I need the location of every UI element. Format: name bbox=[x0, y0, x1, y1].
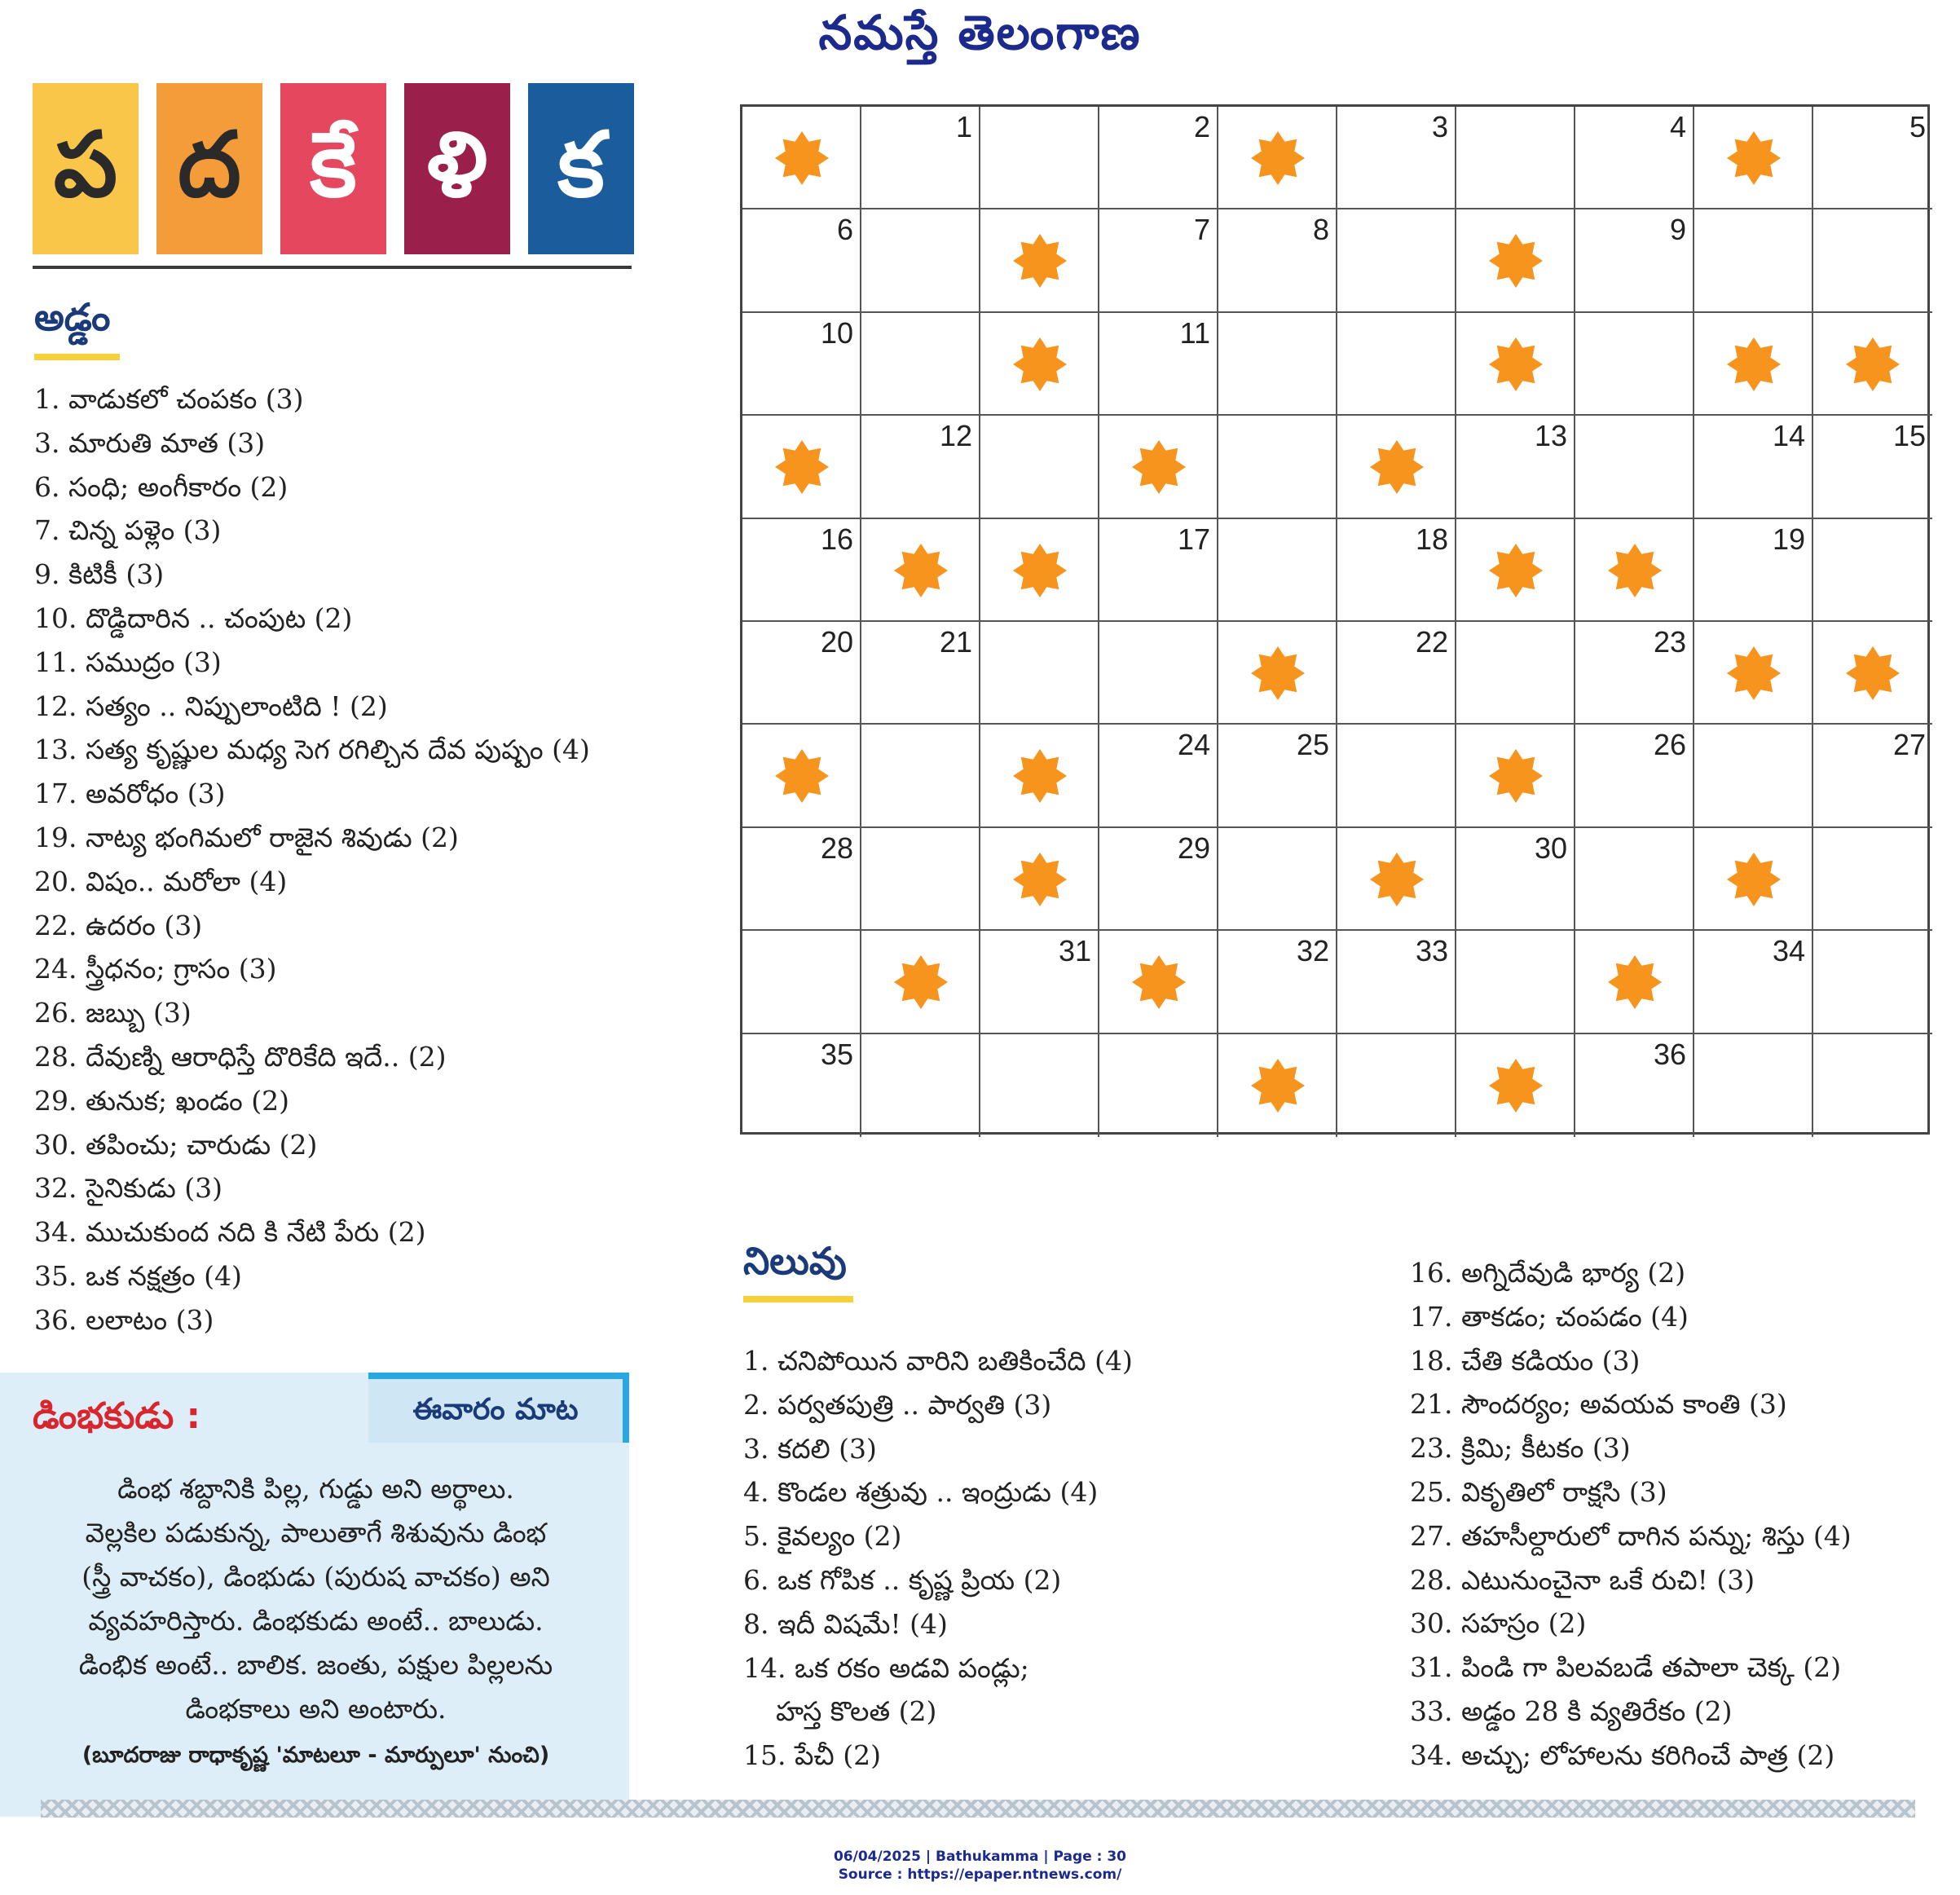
cell-number: 22 bbox=[1415, 625, 1448, 659]
grid-cell[interactable] bbox=[1218, 209, 1337, 312]
cell-number: 6 bbox=[836, 213, 853, 247]
star-icon bbox=[775, 749, 829, 803]
grid-cell[interactable] bbox=[861, 107, 980, 209]
cell-number: 8 bbox=[1312, 213, 1329, 247]
clue-item: 13. సత్య కృష్ణుల మధ్య సెగ రగిల్చిన దేవ పుష్పం (4) bbox=[34, 734, 590, 766]
blocked-cell bbox=[1218, 1034, 1337, 1137]
cell-number: 14 bbox=[1772, 419, 1805, 453]
star-icon bbox=[1370, 440, 1424, 494]
grid-cell[interactable] bbox=[1099, 1034, 1218, 1137]
cell-number: 10 bbox=[820, 315, 853, 350]
cell-number: 3 bbox=[1431, 110, 1448, 143]
grid-cell[interactable] bbox=[1694, 416, 1813, 518]
title-tile: ద bbox=[156, 83, 262, 254]
grid-cell[interactable] bbox=[1694, 519, 1813, 622]
blocked-cell bbox=[1813, 313, 1932, 416]
star-icon bbox=[1727, 337, 1781, 391]
grid-cell[interactable] bbox=[1099, 828, 1218, 931]
grid-cell[interactable] bbox=[861, 1034, 980, 1137]
star-icon bbox=[1489, 544, 1543, 597]
grid-cell[interactable] bbox=[1575, 107, 1694, 209]
clue-item: 25. వికృతిలో రాక్షసి (3) bbox=[1410, 1475, 1667, 1508]
clue-item: 32. సైనికుడు (3) bbox=[34, 1172, 223, 1205]
across-heading-underline bbox=[34, 354, 120, 360]
grid-cell[interactable] bbox=[1575, 209, 1694, 312]
grid-cell[interactable] bbox=[742, 622, 861, 725]
grid-cell[interactable] bbox=[742, 209, 861, 312]
word-body-line: డింభిక అంటే.. బాలిక. జంతు, పక్షుల పిల్లలను bbox=[78, 1649, 553, 1681]
down-clue-list-left bbox=[743, 1339, 1133, 1778]
grid-cell[interactable] bbox=[1813, 931, 1932, 1033]
word-body-line: డింభకాలు అని అంటారు. bbox=[185, 1693, 447, 1725]
cell-number: 2 bbox=[1193, 110, 1210, 143]
cell-number: 13 bbox=[1534, 419, 1567, 453]
cell-number: 19 bbox=[1772, 522, 1805, 556]
star-icon bbox=[1013, 853, 1067, 906]
grid-cell[interactable] bbox=[742, 1034, 861, 1137]
blocked-cell bbox=[1694, 622, 1813, 725]
clue-item: 10. దొడ్డిదారిన .. చంపుట (2) bbox=[34, 602, 353, 634]
star-icon bbox=[1251, 1059, 1305, 1113]
clue-item: 1. వాడుకలో చంపకం (3) bbox=[34, 383, 304, 415]
grid-cell[interactable] bbox=[980, 622, 1099, 725]
grid-cell[interactable] bbox=[861, 416, 980, 518]
star-icon bbox=[1370, 853, 1424, 906]
grid-cell[interactable] bbox=[1575, 725, 1694, 827]
blocked-cell bbox=[980, 313, 1099, 416]
clue-item: 33. అడ్డం 28 కి వ్యతిరేకం (2) bbox=[1410, 1694, 1733, 1727]
blocked-cell bbox=[1694, 313, 1813, 416]
grid-cell[interactable] bbox=[1813, 828, 1932, 931]
grid-cell[interactable] bbox=[742, 931, 861, 1033]
blocked-cell bbox=[980, 828, 1099, 931]
grid-cell[interactable] bbox=[1456, 107, 1575, 209]
star-icon bbox=[1489, 337, 1543, 391]
footer-date-line: 06/04/2025 | Bathukamma | Page : 30 bbox=[833, 1849, 1127, 1865]
clue-item: 34. అచ్చు; లోహాలను కరిగించే పాత్ర (2) bbox=[1410, 1739, 1835, 1771]
star-icon bbox=[1727, 646, 1781, 700]
grid-cell[interactable] bbox=[1337, 931, 1456, 1033]
star-icon bbox=[1251, 646, 1305, 700]
star-icon bbox=[1727, 131, 1781, 185]
clue-item: 16. అగ్నిదేవుడి భార్య (2) bbox=[1410, 1257, 1686, 1289]
title-tile: కే bbox=[280, 83, 386, 254]
blocked-cell bbox=[1694, 828, 1813, 931]
clue-item: 29. తునుక; ఖండం (2) bbox=[34, 1084, 290, 1117]
clue-item: 6. ఒక గోపిక .. కృష్ణ ప్రియ (2) bbox=[743, 1563, 1062, 1596]
cell-number: 15 bbox=[1892, 419, 1926, 453]
grid-cell[interactable] bbox=[1456, 622, 1575, 725]
clue-item: 34. ముచుకుంద నది కి నేటి పేరు (2) bbox=[34, 1216, 426, 1249]
cell-number: 30 bbox=[1534, 831, 1567, 865]
cell-number: 20 bbox=[820, 625, 853, 659]
cell-number: 33 bbox=[1415, 934, 1448, 968]
clue-item: 2. పర్వతపుత్రి .. పార్వతి (3) bbox=[743, 1388, 1052, 1421]
star-icon bbox=[1846, 337, 1900, 391]
grid-cell[interactable] bbox=[1218, 931, 1337, 1033]
star-icon bbox=[1013, 337, 1067, 391]
word-body-line: వ్యవహరిస్తారు. డింభకుడు అంటే.. బాలుడు. bbox=[88, 1605, 544, 1637]
grid-cell[interactable] bbox=[980, 1034, 1099, 1137]
grid-cell[interactable] bbox=[1337, 313, 1456, 416]
blocked-cell bbox=[1218, 622, 1337, 725]
footer-source-line: Source : https://epaper.ntnews.com/ bbox=[838, 1866, 1122, 1883]
title-tile: క bbox=[528, 83, 634, 254]
blocked-cell bbox=[980, 519, 1099, 622]
cell-number: 36 bbox=[1653, 1037, 1686, 1071]
blocked-cell bbox=[742, 416, 861, 518]
grid-cell[interactable] bbox=[1099, 313, 1218, 416]
clue-item: 23. క్రిమి; కీటకం (3) bbox=[1410, 1432, 1631, 1465]
grid-cell[interactable] bbox=[1218, 313, 1337, 416]
cell-number: 7 bbox=[1193, 213, 1210, 247]
star-icon bbox=[1608, 544, 1662, 597]
star-icon bbox=[775, 440, 829, 494]
clue-item: 8. ఇదీ విషమే! (4) bbox=[743, 1607, 948, 1640]
cell-number: 11 bbox=[1179, 315, 1210, 350]
blocked-cell bbox=[1456, 1034, 1575, 1137]
star-icon bbox=[1013, 749, 1067, 803]
blocked-cell bbox=[1456, 313, 1575, 416]
word-of-week-tab: ఈవారం మాట bbox=[368, 1373, 629, 1443]
clue-item: 31. పిండి గా పిలవబడే తపాలా చెక్క (2) bbox=[1410, 1651, 1842, 1684]
clue-item: 17. తాకడం; చంపడం (4) bbox=[1410, 1300, 1689, 1333]
grid-cell[interactable] bbox=[1813, 416, 1932, 518]
clue-item: 12. సత్యం .. నిప్పులాంటిది ! (2) bbox=[34, 690, 388, 722]
blocked-cell bbox=[1575, 519, 1694, 622]
star-icon bbox=[1608, 955, 1662, 1009]
blocked-cell bbox=[742, 725, 861, 827]
cell-number: 9 bbox=[1669, 213, 1686, 247]
grid-cell[interactable] bbox=[1099, 725, 1218, 827]
star-icon bbox=[775, 131, 829, 185]
down-heading-underline bbox=[743, 1296, 853, 1302]
blocked-cell bbox=[1218, 107, 1337, 209]
grid-cell[interactable] bbox=[980, 416, 1099, 518]
grid-cell[interactable] bbox=[1813, 725, 1932, 827]
cell-number: 35 bbox=[820, 1037, 853, 1071]
grid-cell[interactable] bbox=[861, 313, 980, 416]
title-tile: ళి bbox=[404, 83, 510, 254]
star-icon bbox=[1846, 646, 1900, 700]
grid-cell[interactable] bbox=[1456, 828, 1575, 931]
clue-item: 9. కిటికీ (3) bbox=[34, 558, 165, 591]
grid-cell[interactable] bbox=[1337, 1034, 1456, 1137]
crossword-grid[interactable] bbox=[740, 104, 1930, 1135]
blocked-cell bbox=[861, 931, 980, 1033]
blocked-cell bbox=[1099, 931, 1218, 1033]
cell-number: 29 bbox=[1177, 831, 1210, 865]
clue-item: 20. విషం.. మరోలా (4) bbox=[34, 865, 288, 897]
grid-cell[interactable] bbox=[980, 931, 1099, 1033]
word-body-line: (స్త్రీ వాచకం), డింభుడు (పురుష వాచకం) అని bbox=[81, 1561, 550, 1593]
cell-number: 5 bbox=[1909, 110, 1926, 143]
grid-cell[interactable] bbox=[742, 828, 861, 931]
grid-cell[interactable] bbox=[1099, 107, 1218, 209]
blocked-cell bbox=[861, 519, 980, 622]
grid-cell[interactable] bbox=[861, 622, 980, 725]
clue-item: 22. ఉదరం (3) bbox=[34, 909, 203, 941]
grid-cell[interactable] bbox=[980, 107, 1099, 209]
grid-cell[interactable] bbox=[1218, 828, 1337, 931]
cell-number: 21 bbox=[939, 625, 972, 659]
star-icon bbox=[1132, 955, 1186, 1009]
blocked-cell bbox=[1456, 519, 1575, 622]
grid-cell[interactable] bbox=[1813, 519, 1932, 622]
grid-cell[interactable] bbox=[861, 828, 980, 931]
clue-item: 28. ఎటునుంచైనా ఒకే రుచి! (3) bbox=[1410, 1563, 1755, 1596]
puzzle-title-tiles bbox=[33, 83, 634, 254]
cell-number: 28 bbox=[820, 831, 853, 865]
cell-number: 31 bbox=[1058, 934, 1091, 968]
grid-cell[interactable] bbox=[1575, 416, 1694, 518]
star-icon bbox=[894, 544, 948, 597]
grid-cell[interactable] bbox=[861, 725, 980, 827]
clue-item: 19. నాట్య భంగిమలో రాజైన శివుడు (2) bbox=[34, 821, 459, 853]
grid-cell[interactable] bbox=[1813, 107, 1932, 209]
cell-number: 17 bbox=[1177, 522, 1210, 556]
cell-number: 24 bbox=[1177, 728, 1210, 762]
blocked-cell bbox=[1813, 622, 1932, 725]
clue-item: 11. సముద్రం (3) bbox=[34, 646, 222, 678]
word-of-week-title: డింభకుడు : bbox=[33, 1395, 201, 1437]
blocked-cell bbox=[1575, 931, 1694, 1033]
blocked-cell bbox=[1456, 725, 1575, 827]
cell-number: 1 bbox=[955, 110, 972, 143]
grid-cell[interactable] bbox=[1694, 1034, 1813, 1137]
cell-number: 4 bbox=[1669, 110, 1686, 143]
grid-cell[interactable] bbox=[1337, 107, 1456, 209]
grid-cell[interactable] bbox=[1337, 725, 1456, 827]
star-icon bbox=[1013, 234, 1067, 288]
word-of-week-source: (బూదరాజు రాధాకృష్ణ 'మాటలూ - మార్పులూ' నుంచి) bbox=[81, 1743, 550, 1768]
star-icon bbox=[1727, 853, 1781, 906]
clue-item: 1. చనిపోయిన వారిని బతికించేది (4) bbox=[743, 1345, 1133, 1377]
clue-item: 28. దేవుణ్ని ఆరాధిస్తే దొరికేది ఇదే.. (2) bbox=[34, 1040, 447, 1073]
clue-item: 7. చిన్న పళ్లెం (3) bbox=[34, 514, 222, 547]
blocked-cell bbox=[1099, 416, 1218, 518]
grid-cell[interactable] bbox=[1218, 519, 1337, 622]
grid-cell[interactable] bbox=[1575, 1034, 1694, 1137]
clue-item: 3. మారుతి మాత (3) bbox=[34, 426, 266, 459]
blocked-cell bbox=[742, 107, 861, 209]
star-icon bbox=[1489, 749, 1543, 803]
down-heading: నిలువు bbox=[743, 1239, 847, 1283]
grid-cell[interactable] bbox=[1813, 1034, 1932, 1137]
clue-item: 24. స్త్రీధనం; గ్రాసం (3) bbox=[34, 953, 277, 985]
clue-item: 36. లలాటం (3) bbox=[34, 1303, 214, 1336]
grid-cell[interactable] bbox=[1337, 519, 1456, 622]
newspaper-masthead: నమస్తే తెలంగాణ bbox=[818, 5, 1142, 60]
grid-cell[interactable] bbox=[1099, 209, 1218, 312]
clue-item: 26. జబ్బు (3) bbox=[34, 997, 192, 1029]
down-clue-list-right bbox=[1410, 1251, 1852, 1778]
star-icon bbox=[1489, 1059, 1543, 1113]
grid-cell[interactable] bbox=[1218, 725, 1337, 827]
cell-number: 18 bbox=[1415, 522, 1448, 556]
grid-cell[interactable] bbox=[1456, 416, 1575, 518]
clue-item: 15. పేచీ (2) bbox=[743, 1739, 881, 1772]
blocked-cell bbox=[1694, 107, 1813, 209]
clue-item: 3. కదలి (3) bbox=[743, 1432, 877, 1465]
grid-cell[interactable] bbox=[1575, 622, 1694, 725]
star-icon bbox=[1251, 131, 1305, 185]
star-icon bbox=[1489, 234, 1543, 288]
cell-number: 12 bbox=[939, 419, 972, 453]
word-body-line: డింభ శబ్దానికి పిల్ల, గుడ్డు అని అర్థాలు. bbox=[117, 1473, 514, 1505]
blocked-cell bbox=[1337, 828, 1456, 931]
star-icon bbox=[894, 955, 948, 1009]
cell-number: 25 bbox=[1296, 728, 1329, 762]
word-of-week-body bbox=[24, 1467, 607, 1731]
grid-cell[interactable] bbox=[861, 209, 980, 312]
title-divider bbox=[33, 266, 632, 269]
word-body-line: వెల్లకిల పడుకున్న, పాలుతాగే శిశువును డింభ bbox=[85, 1517, 547, 1549]
grid-cell[interactable] bbox=[1456, 931, 1575, 1033]
clue-item: 5. కైవల్యం (2) bbox=[743, 1520, 902, 1553]
decorative-border-strip bbox=[41, 1800, 1915, 1818]
cell-number: 32 bbox=[1296, 934, 1329, 968]
grid-cell[interactable] bbox=[1575, 828, 1694, 931]
grid-cell[interactable] bbox=[742, 519, 861, 622]
blocked-cell bbox=[1337, 416, 1456, 518]
grid-cell[interactable] bbox=[1694, 931, 1813, 1033]
grid-cell[interactable] bbox=[1575, 313, 1694, 416]
across-clue-list bbox=[34, 377, 590, 1342]
grid-cell[interactable] bbox=[1099, 519, 1218, 622]
title-tile: ప bbox=[33, 83, 139, 254]
grid-cell[interactable] bbox=[1694, 209, 1813, 312]
cell-number: 16 bbox=[820, 522, 853, 556]
cell-number: 23 bbox=[1653, 625, 1686, 659]
star-icon bbox=[1132, 440, 1186, 494]
grid-cell[interactable] bbox=[1337, 209, 1456, 312]
grid-cell[interactable] bbox=[1694, 725, 1813, 827]
across-heading: అడ్డం bbox=[34, 295, 111, 339]
clue-item: 30. తపించు; చారుడు (2) bbox=[34, 1128, 318, 1161]
clue-item: 27. తహసీల్దారులో దాగిన పన్ను; శిస్తు (4) bbox=[1410, 1519, 1852, 1552]
cell-number: 27 bbox=[1892, 728, 1926, 762]
clue-item: హస్త కొలత (2) bbox=[776, 1695, 937, 1728]
clue-item: 14. ఒక రకం అడవి పండ్లు; bbox=[743, 1651, 1029, 1684]
clue-item: 30. సహస్రం (2) bbox=[1410, 1607, 1587, 1640]
grid-cell[interactable] bbox=[1813, 209, 1932, 312]
grid-cell[interactable] bbox=[1218, 416, 1337, 518]
cell-number: 26 bbox=[1653, 728, 1686, 762]
cell-number: 34 bbox=[1772, 934, 1805, 968]
blocked-cell bbox=[980, 209, 1099, 312]
grid-cell[interactable] bbox=[1337, 622, 1456, 725]
clue-item: 18. చేతి కడియం (3) bbox=[1410, 1344, 1641, 1377]
grid-cell[interactable] bbox=[742, 313, 861, 416]
blocked-cell bbox=[980, 725, 1099, 827]
clue-item: 17. అవరోధం (3) bbox=[34, 778, 226, 810]
star-icon bbox=[1013, 544, 1067, 597]
clue-item: 6. సంధి; అంగీకారం (2) bbox=[34, 470, 288, 503]
clue-item: 35. ఒక నక్షత్రం (4) bbox=[34, 1259, 242, 1292]
grid-cell[interactable] bbox=[1099, 622, 1218, 725]
blocked-cell bbox=[1456, 209, 1575, 312]
clue-item: 4. కొండల శత్రువు .. ఇంద్రుడు (4) bbox=[743, 1476, 1099, 1509]
clue-item: 21. సౌందర్యం; అవయవ కాంతి (3) bbox=[1410, 1388, 1787, 1421]
